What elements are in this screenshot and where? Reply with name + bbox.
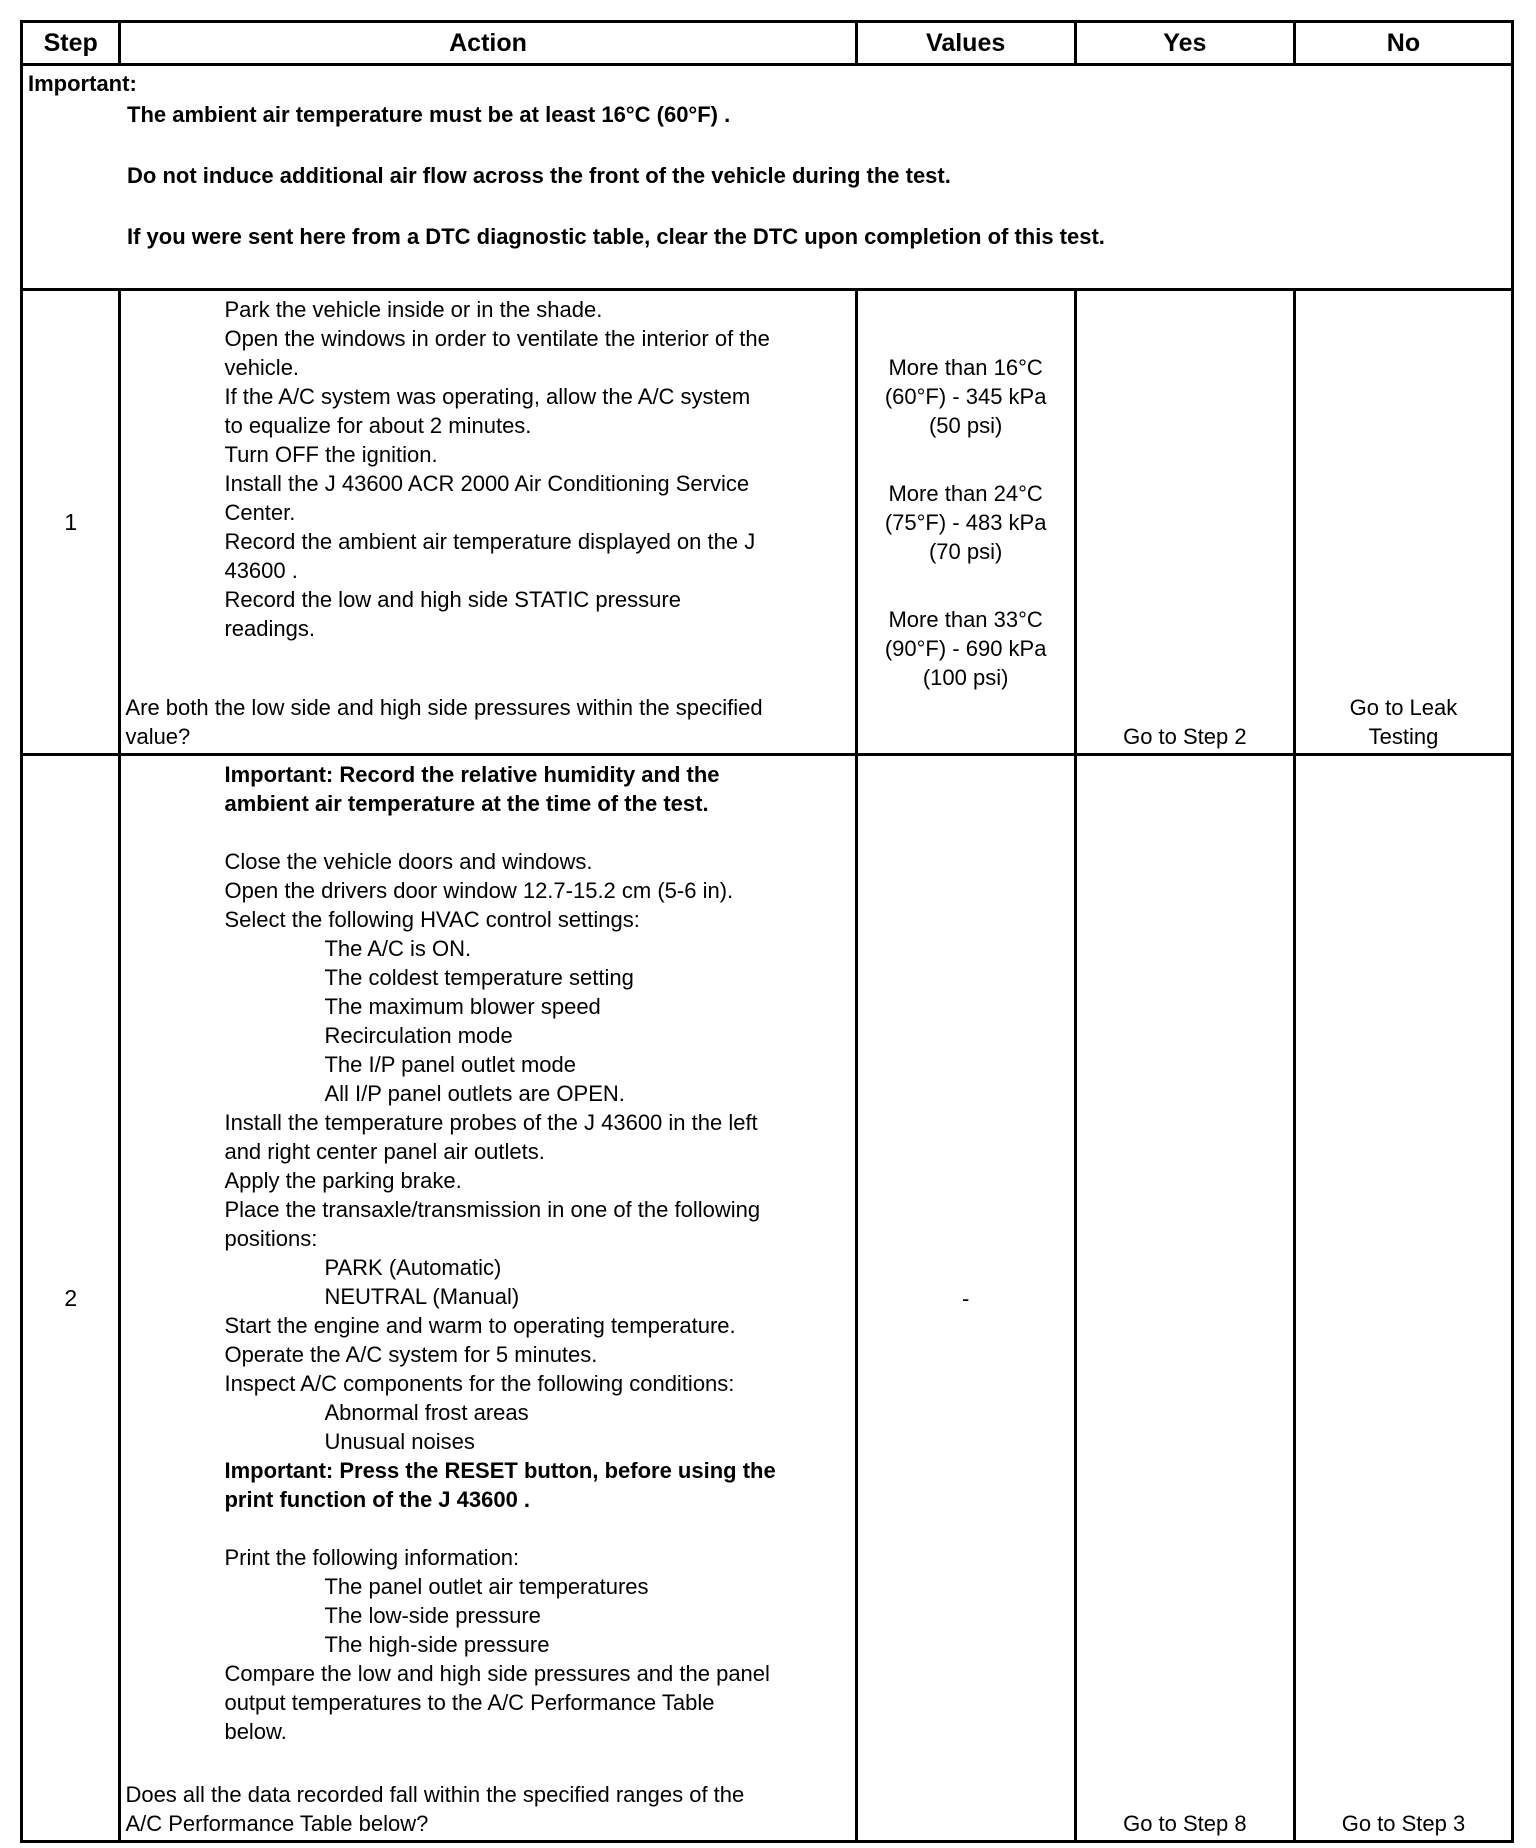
value-line: (90°F) - 690 kPa — [884, 635, 1047, 661]
action-line: vehicle. — [224, 355, 300, 380]
value-text: - — [961, 1285, 970, 1311]
action-subitem: The low-side pressure — [324, 1603, 541, 1628]
value-line: (75°F) - 483 kPa — [884, 509, 1047, 535]
action-subitem: The high-side pressure — [324, 1632, 550, 1657]
value-line: More than 24°C — [888, 480, 1043, 506]
question-line: Are both the low side and high side pressures within the specified — [125, 695, 763, 720]
important-note-line: Important: Record the relative humidity and the — [224, 762, 720, 787]
spacer — [224, 1514, 852, 1543]
action-cell — [120, 290, 856, 755]
value-line: (70 psi) — [928, 538, 1003, 564]
important-line: The ambient air temperature must be at least 16°C (60°F) . — [127, 102, 731, 127]
action-line: Park the vehicle inside or in the shade. — [224, 297, 603, 322]
action-subitem: All I/P panel outlets are OPEN. — [324, 1081, 625, 1106]
action-line: Inspect A/C components for the following conditions: — [224, 1371, 735, 1396]
value-range — [858, 479, 1074, 566]
yes-action: Go to Step 8 — [1123, 1811, 1247, 1836]
spacer — [224, 818, 852, 847]
header-row — [22, 22, 1513, 65]
action-line: readings. — [224, 616, 315, 641]
action-line: Start the engine and warm to operating temperature. — [224, 1313, 736, 1338]
yes-cell — [1075, 755, 1294, 1842]
action-line: Turn OFF the ignition. — [224, 442, 438, 467]
action-line: Print the following information: — [224, 1545, 520, 1570]
action-steps — [121, 756, 854, 1746]
action-subitem: The maximum blower speed — [324, 994, 601, 1019]
action-line: output temperatures to the A/C Performance Table — [224, 1690, 715, 1715]
action-line: positions: — [224, 1226, 318, 1251]
action-line: and right center panel air outlets. — [224, 1139, 545, 1164]
action-line: Operate the A/C system for 5 minutes. — [224, 1342, 598, 1367]
action-line: Install the J 43600 ACR 2000 Air Conditioning Service — [224, 471, 750, 496]
no-action: Testing — [1368, 724, 1439, 749]
action-subitem: PARK (Automatic) — [324, 1255, 502, 1280]
col-header-no: No — [1294, 22, 1512, 65]
question-line: Does all the data recorded fall within the specified ranges of the — [125, 1782, 745, 1807]
action-line: 43600 . — [224, 558, 298, 583]
col-header-action: Action — [120, 22, 856, 65]
value-line: (100 psi) — [922, 664, 1009, 690]
values-cell — [856, 290, 1075, 755]
action-line: Close the vehicle doors and windows. — [224, 849, 593, 874]
action-line: Install the temperature probes of the J 43600 in the left — [224, 1110, 758, 1135]
step-number: 1 — [22, 290, 120, 755]
yes-action: Go to Step 2 — [1123, 724, 1247, 749]
important-note-line: Important: Press the RESET button, before using the — [224, 1458, 776, 1483]
action-question — [125, 1780, 850, 1838]
action-line: If the A/C system was operating, allow the A/C system — [224, 384, 751, 409]
question-line: value? — [125, 724, 191, 749]
action-subitem: The I/P panel outlet mode — [324, 1052, 576, 1077]
question-line: A/C Performance Table below? — [125, 1811, 429, 1836]
no-action: Go to Leak — [1349, 695, 1458, 720]
action-subitem: The panel outlet air temperatures — [324, 1574, 649, 1599]
value-range — [858, 353, 1074, 440]
important-row — [22, 65, 1513, 290]
action-subitem: The A/C is ON. — [324, 936, 472, 961]
action-line: Place the transaxle/transmission in one of the following — [224, 1197, 761, 1222]
action-line: Open the windows in order to ventilate the interior of the — [224, 326, 770, 351]
value-line: More than 33°C — [888, 606, 1043, 632]
diagnostic-table — [20, 20, 1514, 1843]
action-line: Open the drivers door window 12.7-15.2 cm (5-6 in). — [224, 878, 734, 903]
value-line: (50 psi) — [928, 412, 1003, 438]
action-question — [125, 693, 850, 751]
action-subitem: The coldest temperature setting — [324, 965, 634, 990]
action-line: Center. — [224, 500, 296, 525]
value-line: More than 16°C — [888, 354, 1043, 380]
action-line: Compare the low and high side pressures and the panel — [224, 1661, 770, 1686]
no-cell — [1294, 755, 1512, 1842]
important-note-line: ambient air temperature at the time of the test. — [224, 791, 709, 816]
values-cell — [856, 755, 1075, 1842]
action-line: Record the low and high side STATIC pressure — [224, 587, 681, 612]
important-note — [22, 65, 1513, 290]
action-line: below. — [224, 1719, 287, 1744]
value-line: (60°F) - 345 kPa — [884, 383, 1047, 409]
action-line: Record the ambient air temperature displayed on the J — [224, 529, 756, 554]
col-header-step: Step — [22, 22, 120, 65]
no-action: Go to Step 3 — [1341, 1811, 1466, 1836]
action-subitem: Recirculation mode — [324, 1023, 513, 1048]
important-line: If you were sent here from a DTC diagnostic table, clear the DTC upon completion of this test. — [127, 224, 1105, 249]
col-header-yes: Yes — [1075, 22, 1294, 65]
action-line: Select the following HVAC control settings: — [224, 907, 640, 932]
action-line: Apply the parking brake. — [224, 1168, 462, 1193]
important-heading: Important: — [28, 71, 137, 96]
step-number: 2 — [22, 755, 120, 1842]
action-line: to equalize for about 2 minutes. — [224, 413, 532, 438]
yes-cell — [1075, 290, 1294, 755]
action-subitem: Abnormal frost areas — [324, 1400, 529, 1425]
action-subitem: Unusual noises — [324, 1429, 475, 1454]
table-row — [22, 755, 1513, 1842]
table-row — [22, 290, 1513, 755]
no-cell — [1294, 290, 1512, 755]
action-subitem: NEUTRAL (Manual) — [324, 1284, 520, 1309]
value-range — [858, 605, 1074, 692]
action-cell — [120, 755, 856, 1842]
action-steps — [121, 291, 854, 643]
important-note-line: print function of the J 43600 . — [224, 1487, 531, 1512]
col-header-values: Values — [856, 22, 1075, 65]
important-line: Do not induce additional air flow across the front of the vehicle during the test. — [127, 163, 951, 188]
